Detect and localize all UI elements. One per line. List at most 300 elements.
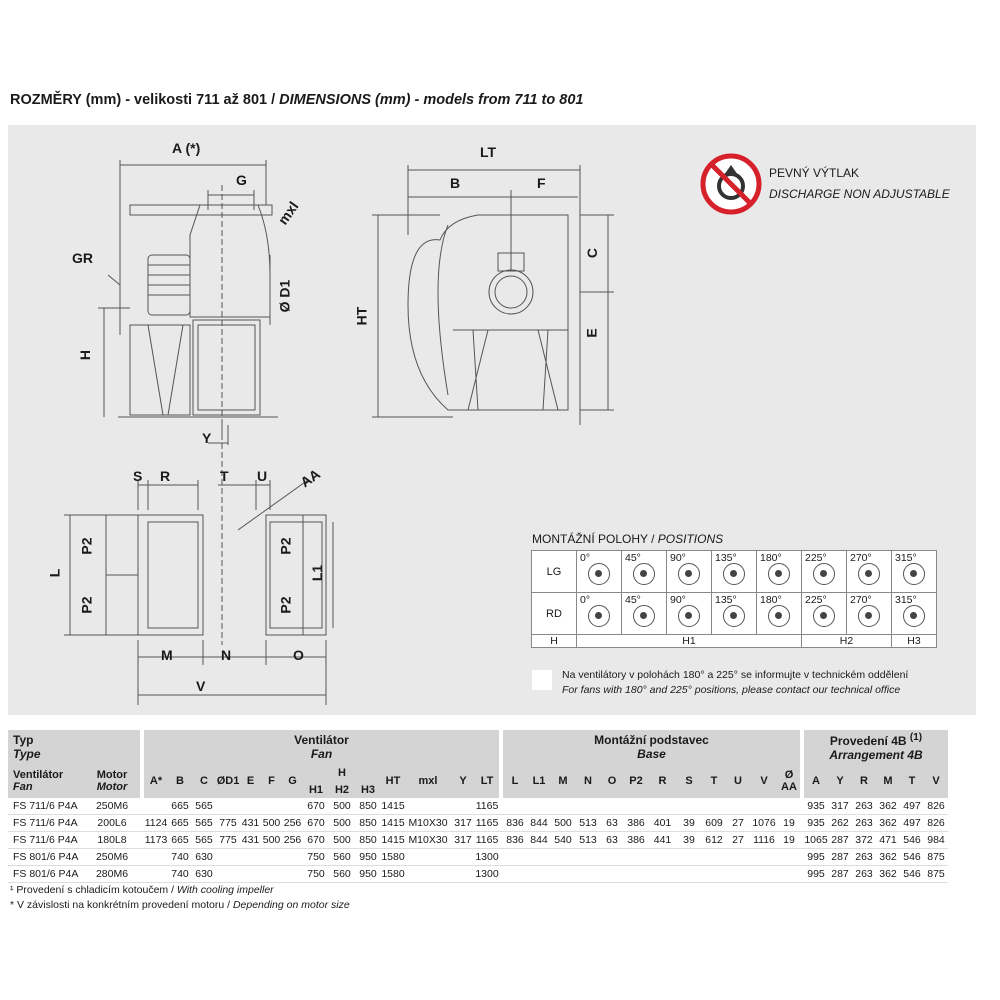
table-cell (601, 849, 623, 866)
table-cell: 995 (804, 866, 828, 883)
table-cell: FS 801/6 P4A (8, 866, 84, 883)
table-cell: 1076 (750, 815, 778, 832)
fan-top-edge (130, 205, 272, 215)
table-cell: 995 (804, 849, 828, 866)
table-cell (649, 849, 676, 866)
table-cell: 826 (924, 798, 948, 815)
position-cell: 315° (892, 593, 937, 635)
table-cell: 263 (852, 798, 876, 815)
table-cell: 560 (329, 866, 355, 883)
table-cell: 540 (551, 832, 575, 849)
table-row (8, 832, 948, 849)
table-cell: M10X30 (405, 815, 451, 832)
fan-housing-side (190, 205, 270, 317)
fan-position-icon (588, 563, 610, 585)
table-cell: 850 (355, 798, 381, 815)
position-cell: 180° (757, 551, 802, 593)
table-cell: M10X30 (405, 832, 451, 849)
table-cell (144, 798, 168, 815)
table-cell (282, 866, 303, 883)
table-cell: 287 (828, 849, 852, 866)
table-cell: 362 (876, 798, 900, 815)
table-cell: 63 (601, 815, 623, 832)
table-cell (649, 798, 676, 815)
table-cell (261, 798, 282, 815)
table-cell: 1116 (750, 832, 778, 849)
table-cell: 19 (778, 815, 800, 832)
table-cell: 670 (303, 832, 329, 849)
discharge-warning: PEVNÝ VÝTLAK DISCHARGE NON ADJUSTABLE (769, 166, 950, 201)
table-cell: FS 711/6 P4A (8, 815, 84, 832)
fan-position-icon (903, 563, 925, 585)
table-cell: 935 (804, 815, 828, 832)
table-cell: 256 (282, 832, 303, 849)
table-cell: 560 (329, 849, 355, 866)
table-cell: 630 (192, 866, 216, 883)
col-header: A* (144, 764, 168, 798)
col-header: L (503, 764, 527, 798)
position-group-h: H (532, 635, 577, 648)
table-cell: 263 (852, 815, 876, 832)
table-cell: 844 (527, 832, 551, 849)
position-cell: 90° (667, 593, 712, 635)
table-cell (144, 849, 168, 866)
position-cell: 225° (802, 593, 847, 635)
table-cell (575, 849, 601, 866)
dim-R: R (160, 468, 171, 484)
fan-position-icon (723, 605, 745, 627)
table-cell: 612 (702, 832, 726, 849)
table-cell: 372 (852, 832, 876, 849)
table-cell: 546 (900, 832, 924, 849)
position-cell: 180° (757, 593, 802, 635)
table-cell: 500 (329, 798, 355, 815)
fan-position-icon (768, 563, 790, 585)
table-cell (575, 866, 601, 883)
fan-position-icon (903, 605, 925, 627)
positions-row-lg (532, 551, 937, 593)
table-cell: 850 (355, 832, 381, 849)
table-cell (601, 798, 623, 815)
table-cell (527, 798, 551, 815)
col-header: V (750, 764, 778, 798)
dim-M: M (161, 647, 173, 663)
dim-AA: AA (297, 465, 323, 491)
table-cell: 287 (828, 866, 852, 883)
table-cell (503, 866, 527, 883)
dim-C: C (584, 247, 601, 259)
table-cell: 1300 (475, 866, 499, 883)
table-cell (601, 866, 623, 883)
positions-groups-row (532, 635, 937, 648)
table-cell (216, 798, 240, 815)
table-cell: 500 (261, 832, 282, 849)
table-cell: 180L8 (84, 832, 140, 849)
table-cell: 431 (240, 832, 261, 849)
col-header: U (726, 764, 750, 798)
col-header: R (852, 764, 876, 798)
table-cell: 1165 (475, 798, 499, 815)
table-cell (623, 798, 649, 815)
position-cell: 315° (892, 551, 937, 593)
table-cell (726, 798, 750, 815)
fan-position-icon (768, 605, 790, 627)
table-cell (551, 849, 575, 866)
footnote-1: ¹ Provedení s chladicím kotoučem / With cooling impeller (10, 884, 274, 896)
fan-position-icon (678, 605, 700, 627)
table-cell: 317 (451, 832, 475, 849)
table-cell: 19 (778, 832, 800, 849)
table-cell (750, 849, 778, 866)
table-cell: 775 (216, 815, 240, 832)
table-cell (405, 798, 451, 815)
position-cell: 270° (847, 593, 892, 635)
table-cell: 1173 (144, 832, 168, 849)
col-header: H1 (303, 782, 329, 798)
table-cell: 850 (355, 815, 381, 832)
table-cell (240, 866, 261, 883)
col-header: G (282, 764, 303, 798)
dim-HT: HT (353, 306, 370, 326)
table-cell (676, 849, 702, 866)
table-cell: 844 (527, 815, 551, 832)
type-header: Typ Type (8, 730, 140, 764)
position-cell: 0° (577, 593, 622, 635)
page-title: ROZMĚRY (mm) - velikosti 711 až 801 / DIMENSIONS (mm) - models from 711 to 801 (10, 92, 584, 108)
table-cell (405, 866, 451, 883)
position-group-h3: H3 (892, 635, 937, 648)
note-marker (532, 670, 552, 690)
table-cell: 39 (676, 832, 702, 849)
table-cell: 431 (240, 815, 261, 832)
table-cell: 362 (876, 815, 900, 832)
table-cell: 1300 (475, 849, 499, 866)
table-cell: 950 (355, 849, 381, 866)
table-cell: 63 (601, 832, 623, 849)
dim-A: A (*) (172, 140, 201, 156)
table-cell: 513 (575, 815, 601, 832)
position-cell: 45° (622, 551, 667, 593)
footnote-2: * V závislosti na konkrétním provedení motoru / Depending on motor size (10, 899, 350, 911)
table-cell: 200L6 (84, 815, 140, 832)
table-cell: 362 (876, 866, 900, 883)
position-row-label: LG (532, 551, 577, 593)
dim-U: U (257, 468, 268, 484)
table-cell: 875 (924, 849, 948, 866)
table-cell: 984 (924, 832, 948, 849)
table-column-header (8, 764, 948, 782)
table-cell: 1415 (381, 815, 405, 832)
table-cell: 546 (900, 866, 924, 883)
dim-Y: Y (202, 430, 212, 446)
table-cell: 500 (261, 815, 282, 832)
table-cell: 665 (168, 815, 192, 832)
col-header: O (601, 764, 623, 798)
table-cell: 1415 (381, 798, 405, 815)
table-cell: 317 (451, 815, 475, 832)
table-cell: FS 711/6 P4A (8, 832, 84, 849)
fan-position-icon (813, 605, 835, 627)
col-header: A (804, 764, 828, 798)
table-cell: 665 (168, 832, 192, 849)
positions-grid (531, 550, 937, 648)
col-header: Y (451, 764, 475, 798)
table-cell (405, 849, 451, 866)
col-header: H2 (329, 782, 355, 798)
table-cell: 27 (726, 832, 750, 849)
col-header: HT (381, 764, 405, 798)
dim-S: S (133, 468, 143, 484)
fan-base-side (193, 320, 260, 415)
table-cell: 1415 (381, 832, 405, 849)
table-cell: 497 (900, 815, 924, 832)
table-row (8, 798, 948, 815)
col-header: C (192, 764, 216, 798)
col-header: Y (828, 764, 852, 798)
discharge-fixed-prohibition-icon (700, 153, 762, 215)
table-cell (503, 849, 527, 866)
table-cell: 250M6 (84, 849, 140, 866)
table-cell: 565 (192, 832, 216, 849)
fan-inlet-ring (489, 270, 533, 314)
table-cell: 386 (623, 832, 649, 849)
table-cell: 565 (192, 798, 216, 815)
table-cell: 1165 (475, 815, 499, 832)
table-cell: FS 801/6 P4A (8, 849, 84, 866)
dim-mxl: mxl (274, 198, 302, 228)
table-cell (282, 798, 303, 815)
dim-N: N (221, 647, 232, 663)
table-cell (144, 866, 168, 883)
table-cell: 471 (876, 832, 900, 849)
col-header: L1 (527, 764, 551, 798)
fan-position-icon (588, 605, 610, 627)
table-cell: 500 (329, 815, 355, 832)
position-cell: 90° (667, 551, 712, 593)
dim-H: H (77, 349, 94, 361)
table-cell (778, 849, 800, 866)
table-cell: 263 (852, 849, 876, 866)
table-group-header (8, 730, 948, 764)
table-cell: 262 (828, 815, 852, 832)
fan-position-icon (678, 563, 700, 585)
table-cell (451, 849, 475, 866)
table-cell: 500 (329, 832, 355, 849)
fan-position-icon (633, 605, 655, 627)
position-cell: 135° (712, 551, 757, 593)
position-cell: 135° (712, 593, 757, 635)
table-cell: 280M6 (84, 866, 140, 883)
col-header: P2 (623, 764, 649, 798)
table-cell: 287 (828, 832, 852, 849)
table-cell (702, 866, 726, 883)
table-cell (649, 866, 676, 883)
table-cell (551, 798, 575, 815)
col-header: B (168, 764, 192, 798)
col-header: T (900, 764, 924, 798)
col-fan: Ventilátor Fan (8, 764, 84, 798)
positions-title: MONTÁŽNÍ POLOHY / POSITIONS (532, 532, 724, 546)
table-cell: 836 (503, 815, 527, 832)
table-cell (551, 866, 575, 883)
base-group-header: Montážní podstavec Base (503, 730, 800, 764)
dim-D1: Ø D1 (276, 279, 293, 313)
fan-group-header: Ventilátor Fan (144, 730, 499, 764)
table-row (8, 815, 948, 832)
dim-L1: L1 (309, 564, 326, 582)
table-cell: 386 (623, 815, 649, 832)
col-motor: Motor Motor (84, 764, 140, 798)
dim-E: E (583, 328, 600, 338)
table-cell (527, 866, 551, 883)
dim-T: T (220, 468, 229, 484)
col-header: M (551, 764, 575, 798)
table-cell: 317 (828, 798, 852, 815)
table-cell: 500 (551, 815, 575, 832)
table-cell: 1580 (381, 849, 405, 866)
table-cell: 1165 (475, 832, 499, 849)
col-header: H3 (355, 782, 381, 798)
col-header: T (702, 764, 726, 798)
table-cell: 935 (804, 798, 828, 815)
table-cell: 836 (503, 832, 527, 849)
table-cell: FS 711/6 P4A (8, 798, 84, 815)
table-cell (216, 866, 240, 883)
table-cell: 263 (852, 866, 876, 883)
table-row (8, 866, 948, 883)
table-cell (750, 798, 778, 815)
dim-L: L (46, 568, 63, 578)
table-cell (575, 798, 601, 815)
fan-position-icon (858, 563, 880, 585)
table-cell: 775 (216, 832, 240, 849)
col-header: M (876, 764, 900, 798)
position-cell: 0° (577, 551, 622, 593)
table-cell (527, 849, 551, 866)
table-cell (240, 849, 261, 866)
position-cell: 270° (847, 551, 892, 593)
fan-position-icon (813, 563, 835, 585)
col-header: N (575, 764, 601, 798)
table-cell (702, 849, 726, 866)
table-cell: 256 (282, 815, 303, 832)
table-cell (726, 849, 750, 866)
table-cell: 670 (303, 798, 329, 815)
table-cell: 826 (924, 815, 948, 832)
table-cell: 362 (876, 849, 900, 866)
dim-O: O (293, 647, 304, 663)
table-cell: 740 (168, 849, 192, 866)
dim-P2-left-bottom: P2 (78, 596, 95, 614)
table-cell (702, 798, 726, 815)
table-cell: 750 (303, 866, 329, 883)
dim-V: V (196, 678, 206, 694)
fan-housing-front (408, 215, 568, 410)
table-cell (216, 849, 240, 866)
table-cell: 250M6 (84, 798, 140, 815)
dim-P2-right-top: P2 (277, 537, 294, 555)
table-cell (240, 798, 261, 815)
table-cell (676, 798, 702, 815)
table-cell: 740 (168, 866, 192, 883)
col-header: Ø AA (778, 764, 800, 798)
table-cell (623, 849, 649, 866)
table-cell: 1065 (804, 832, 828, 849)
col-header: LT (475, 764, 499, 798)
position-cell: 45° (622, 593, 667, 635)
col-header: S (676, 764, 702, 798)
positions-note: Na ventilátory v polohách 180° a 225° se informujte v technickém oddělení For fans with 180° and 225° positions, please contact our technical office (562, 669, 909, 696)
fan-position-icon (723, 563, 745, 585)
table-cell (778, 798, 800, 815)
table-cell (676, 866, 702, 883)
table-cell: 609 (702, 815, 726, 832)
dim-P2-left-top: P2 (78, 537, 95, 555)
table-cell (503, 798, 527, 815)
table-cell (451, 866, 475, 883)
table-cell: 565 (192, 815, 216, 832)
table-cell: 546 (900, 849, 924, 866)
dim-G: G (236, 172, 247, 188)
positions-row-rd (532, 593, 937, 635)
table-cell (261, 849, 282, 866)
fan-position-icon (633, 563, 655, 585)
table-cell (261, 866, 282, 883)
table-cell: 1580 (381, 866, 405, 883)
table-cell: 630 (192, 849, 216, 866)
col-header: E (240, 764, 261, 798)
fan-position-icon (858, 605, 880, 627)
table-cell (778, 866, 800, 883)
table-cell (750, 866, 778, 883)
table-cell: 497 (900, 798, 924, 815)
dim-F: F (537, 175, 546, 191)
dimensions-table (8, 730, 948, 883)
dim-GR: GR (72, 250, 93, 266)
dim-P2-right-bottom: P2 (277, 596, 294, 614)
table-row (8, 849, 948, 866)
position-row-label: RD (532, 593, 577, 635)
dim-LT: LT (480, 144, 497, 160)
arrangement-group-header: Provedení 4B $^{(1)}$ Arrangement 4B (804, 730, 948, 764)
col-header: H (303, 764, 381, 782)
table-cell (282, 849, 303, 866)
position-group-h2: H2 (802, 635, 892, 648)
dim-B: B (450, 175, 461, 191)
table-cell: 39 (676, 815, 702, 832)
table-cell: 1124 (144, 815, 168, 832)
col-header: F (261, 764, 282, 798)
table-cell: 441 (649, 832, 676, 849)
table-cell: 670 (303, 815, 329, 832)
table-cell (451, 798, 475, 815)
position-group-h1: H1 (577, 635, 802, 648)
position-cell: 225° (802, 551, 847, 593)
table-cell: 27 (726, 815, 750, 832)
table-cell: 950 (355, 866, 381, 883)
col-header: V (924, 764, 948, 798)
col-header: ØD1 (216, 764, 240, 798)
table-cell: 665 (168, 798, 192, 815)
col-header: mxl (405, 764, 451, 798)
table-cell: 513 (575, 832, 601, 849)
table-cell (623, 866, 649, 883)
table-cell: 875 (924, 866, 948, 883)
col-header: R (649, 764, 676, 798)
table-cell: 750 (303, 849, 329, 866)
table-cell (726, 866, 750, 883)
table-cell: 401 (649, 815, 676, 832)
